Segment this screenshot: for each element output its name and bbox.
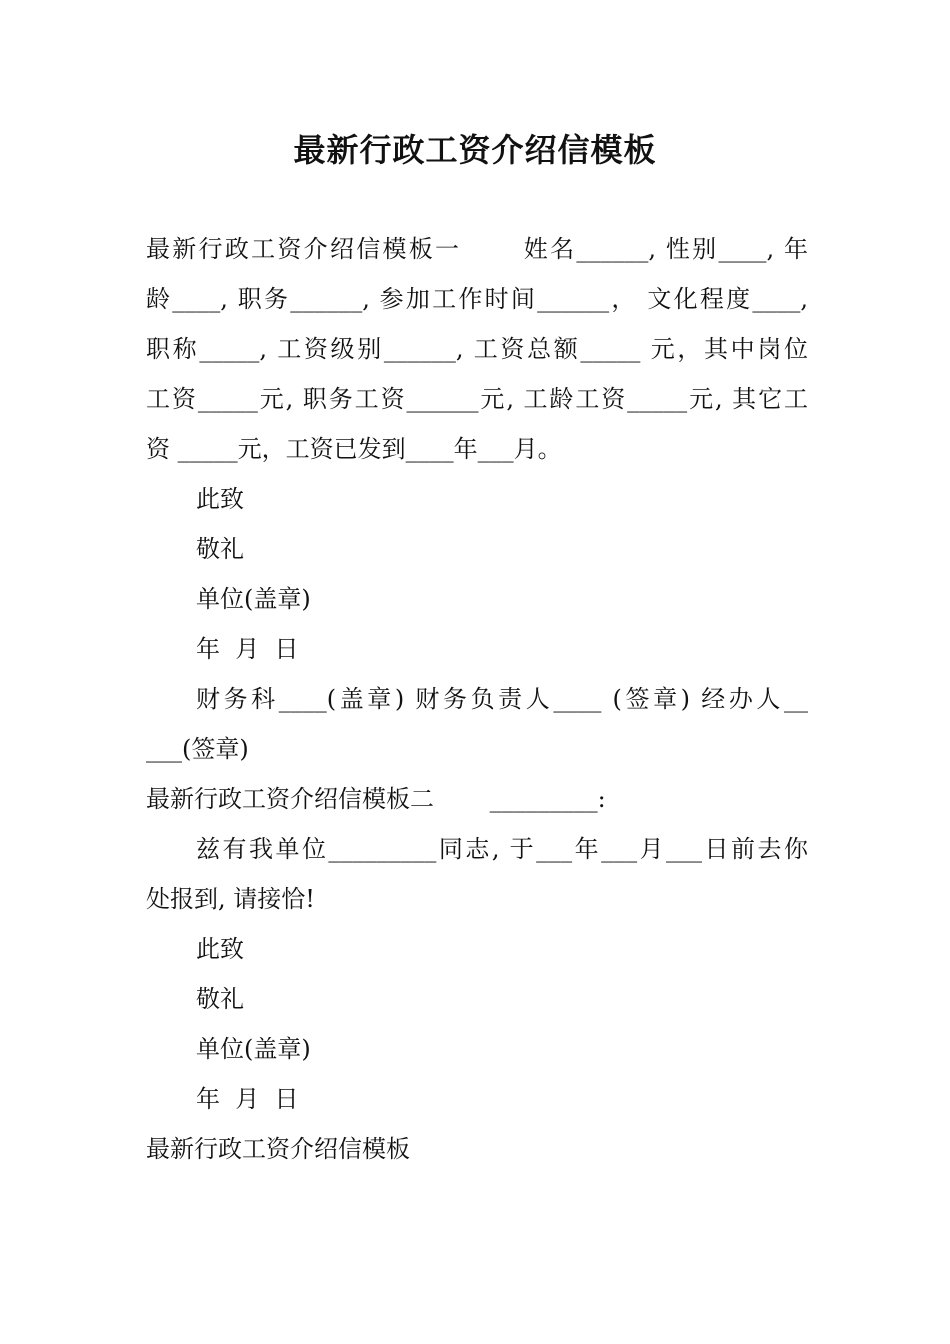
unit-seal-line: 单位(盖章) bbox=[196, 1035, 311, 1063]
closing-regards: 敬礼 bbox=[196, 985, 244, 1013]
footer-text: 最新行政工资介绍信模板 bbox=[146, 1135, 410, 1163]
signature-line-continued: ___(签章) bbox=[146, 735, 249, 763]
section-one-line: 职称_____, 工资级别______, 工资总额_____ 元，其中岗位 bbox=[146, 335, 808, 363]
unit-seal-line: 单位(盖章) bbox=[196, 585, 311, 613]
document-title: 最新行政工资介绍信模板 bbox=[293, 131, 657, 169]
section-two-line: 处报到, 请接恰! bbox=[146, 885, 315, 913]
signature-line: 财务科____(盖章) 财务负责人____ (签章) 经办人__ bbox=[196, 685, 808, 713]
closing-regards: 敬礼 bbox=[196, 535, 244, 563]
section-one-line: 工资_____元, 职务工资______元, 工龄工资_____元, 其它工 bbox=[146, 385, 808, 413]
section-two-heading: 最新行政工资介绍信模板二 _________: bbox=[146, 785, 606, 813]
date-line: 年 月 日 bbox=[196, 635, 299, 663]
section-one-line: 资 _____元，工资已发到____年___月。 bbox=[146, 435, 562, 463]
section-one-line: 最新行政工资介绍信模板一 姓名______, 性别____, 年 bbox=[146, 235, 808, 263]
document-body bbox=[146, 224, 808, 1174]
closing-salutation: 此致 bbox=[196, 935, 244, 963]
closing-salutation: 此致 bbox=[196, 485, 244, 513]
section-one-line: 龄____, 职务______, 参加工作时间______， 文化程度____, bbox=[146, 285, 808, 313]
date-line: 年 月 日 bbox=[196, 1085, 299, 1113]
section-two-line: 兹有我单位_________同志, 于___年___月___日前去你 bbox=[196, 835, 808, 863]
